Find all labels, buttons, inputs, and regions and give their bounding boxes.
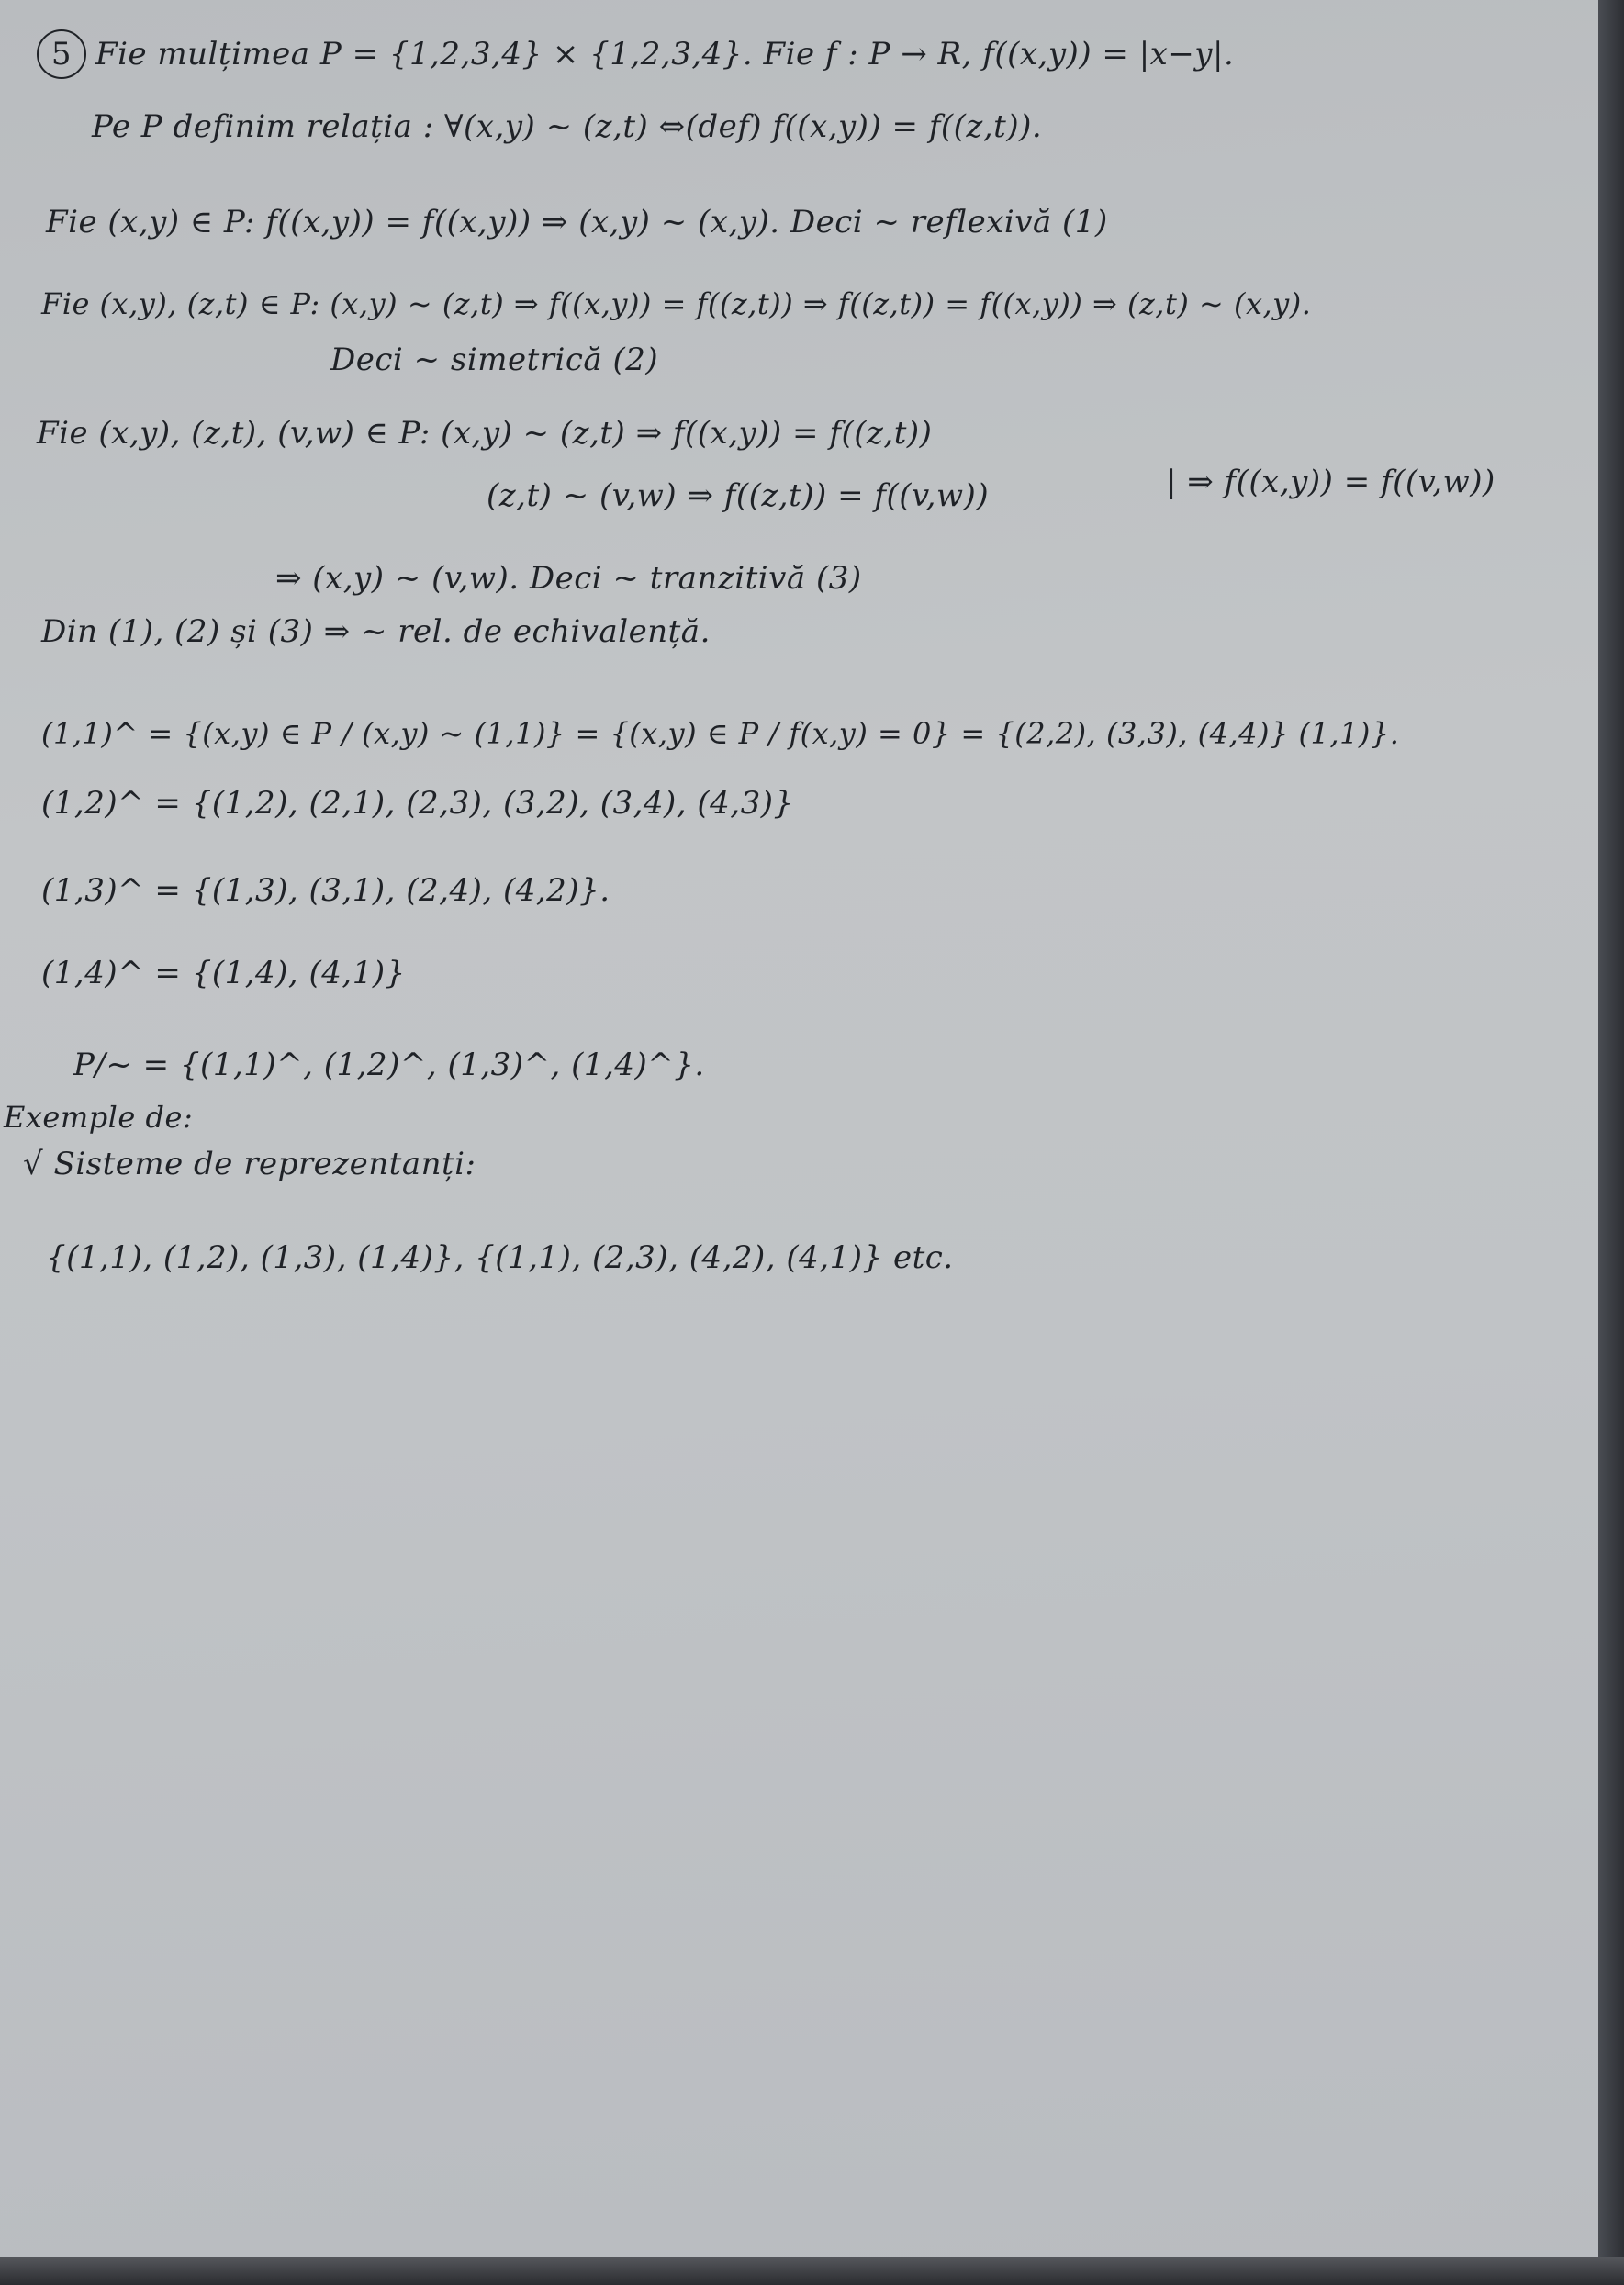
class-1-1: (1,1)^ = {(x,y) ∈ P / (x,y) ~ (1,1)} = {(x,y) ∈ P / f(x,y) = 0} = {(2,2), (3,3), (4,4)} (1,1)}. — [41, 716, 1400, 751]
exercise-statement-line-2: Pe P definim relația : ∀(x,y) ~ (z,t) ⇔(def) f((x,y)) = f((z,t)). — [92, 108, 1043, 145]
exercise-statement-1: Fie mulțimea P = {1,2,3,4} × {1,2,3,4}. Fie f : P → R, f((x,y)) = |x−y|. — [95, 36, 1235, 73]
representative-systems: {(1,1), (1,2), (1,3), (1,4)}, {(1,1), (2,3), (4,2), (4,1)} etc. — [46, 1239, 954, 1276]
quotient-set: P/~ = {(1,1)^, (1,2)^, (1,3)^, (1,4)^}. — [73, 1047, 705, 1083]
transitive-proof-line-2: (z,t) ~ (v,w) ⇒ f((z,t)) = f((v,w)) — [487, 477, 990, 514]
class-1-3: (1,3)^ = {(1,3), (3,1), (2,4), (4,2)}. — [41, 872, 610, 909]
exercise-statement-line-1 — [37, 29, 1234, 79]
class-1-4: (1,4)^ = {(1,4), (4,1)} — [41, 955, 406, 991]
background-edge-right — [1598, 0, 1624, 2285]
exercise-number: 5 — [37, 29, 86, 79]
representatives-label: √ Sisteme de reprezentanți: — [23, 1146, 476, 1182]
equivalence-conclusion: Din (1), (2) și (3) ⇒ ~ rel. de echivalență. — [41, 613, 711, 650]
class-1-2: (1,2)^ = {(1,2), (2,1), (2,3), (3,2), (3,4), (4,3)} — [41, 785, 794, 822]
symmetric-proof-line-1: Fie (x,y), (z,t) ∈ P: (x,y) ~ (z,t) ⇒ f((x,y)) = f((z,t)) ⇒ f((z,t)) = f((x,y)) ⇒ (z,t) ~ (x,y). — [41, 286, 1312, 321]
examples-label: Exemple de: — [4, 1100, 194, 1135]
background-edge-bottom — [0, 2257, 1624, 2285]
symmetric-proof-line-2: Deci ~ simetrică (2) — [330, 342, 659, 378]
transitive-proof-line-1: Fie (x,y), (z,t), (v,w) ∈ P: (x,y) ~ (z,t) ⇒ f((x,y)) = f((z,t)) — [37, 415, 933, 452]
transitive-proof-line-3: ⇒ (x,y) ~ (v,w). Deci ~ tranzitivă (3) — [275, 560, 862, 597]
transitive-brace-result: | ⇒ f((x,y)) = f((v,w)) — [1166, 464, 1495, 500]
reflexive-proof: Fie (x,y) ∈ P: f((x,y)) = f((x,y)) ⇒ (x,y) ~ (x,y). Deci ~ reflexivă (1) — [46, 204, 1108, 241]
